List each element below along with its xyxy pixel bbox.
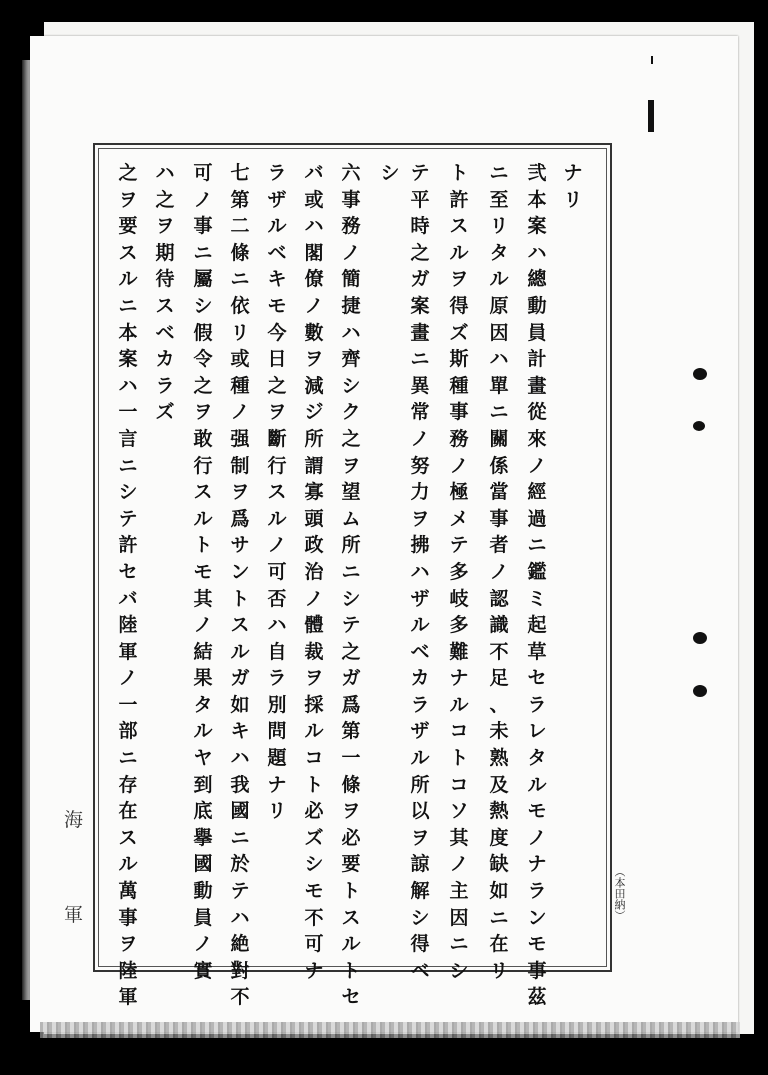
text-column-4: ト 許 ス ル ヲ 得 ズ 斯 種 事 務 ノ 極 メ テ 多 岐 多 難 ナ ル コ ト コ ソ 其 ノ 主 因 ニ シ [449,162,469,982]
text-column-5: テ 平 時 之 ガ 案 畫 ニ 異 常 ノ 努 力 ヲ 拂 ハ ザ ル ベ カ ラ ザ ル 所 以 ヲ 諒 解 シ 得 ベ [410,162,430,982]
punch-hole-mark [693,632,707,644]
text-column-3: ニ 至 リ タ ル 原 因 ハ 單 ニ 關 係 當 事 者 ノ 認 識 不 足 、 未 熟 及 熱 度 缺 如 ニ 在 リ [489,162,509,982]
sheet-edge-bottom [40,1022,740,1038]
text-column-10: 七 第 二 條 ニ 依 リ 或 種 ノ 强 制 ヲ 爲 サ ン ト ス ル ガ 如 キ ハ 我 國 ニ 於 テ ハ 絶 對 不 [230,162,250,1009]
margin-char-gun: 軍 [64,904,84,926]
text-column-13: 之 ヲ 要 ス ル ニ 本 案 ハ 一 言 ニ シ テ 許 セ バ 陸 軍 ノ 一 部 ニ 存 在 ス ル 萬 事 ヲ 陸 軍 [118,162,138,1009]
edge-mark [648,100,654,132]
edge-mark [651,56,653,64]
text-column-2: 弐 本 案 ハ 總 動 員 計 畫 從 來 ノ 經 過 ニ 鑑 ミ 起 草 セ ラ レ タ ル モ ノ ナ ラ ン モ 事 茲 [527,162,547,1009]
margin-char-kai: 海 [64,809,84,831]
text-column-11: 可 ノ 事 ニ 屬 シ 假 令 之 ヲ 敢 行 ス ル ト モ 其 ノ 結 果 タ ル ヤ 到 底 擧 國 動 員 ノ 實 [193,162,213,982]
text-column-7: 六 事 務 ノ 簡 捷 ハ 齊 シ ク 之 ヲ 望 ム 所 ニ シ テ 之 ガ 爲 第 一 條 ヲ 必 要 ト ス ル ト セ [341,162,361,1009]
text-column-6: シ [380,162,400,184]
text-column-8: バ 或 ハ 閣 僚 ノ 數 ヲ 減 ジ 所 謂 寡 頭 政 治 ノ 體 裁 ヲ 採 ル コ ト 必 ズ シ モ 不 可 ナ [304,162,324,982]
archive-stamp: （本田納） [613,866,626,921]
punch-hole-mark [693,421,705,431]
text-column-9: ラ ザ ル ベ キ モ 今 日 之 ヲ 斷 行 ス ル ノ 可 否 ハ 自 ラ 別 問 題 ナ リ [267,162,287,823]
text-column-1: ナ リ [563,162,583,211]
punch-hole-mark [693,685,707,697]
text-column-12: ハ 之 ヲ 期 待 ス ベ カ ラ ズ [155,162,175,424]
punch-hole-mark [693,368,707,380]
